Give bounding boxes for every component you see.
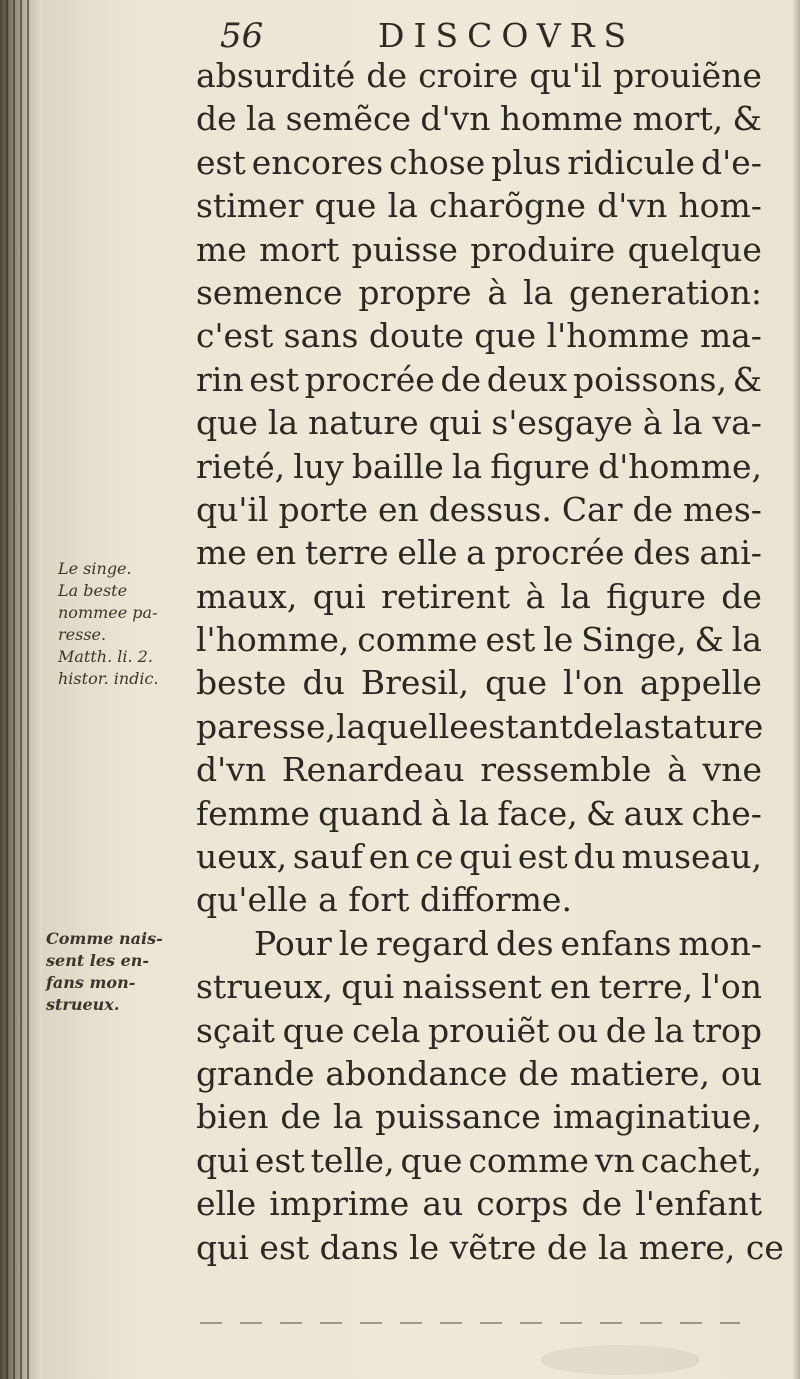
text-line: me en terre elle a procrée des ani- xyxy=(196,533,762,573)
text-line: ueux, sauf en ce qui est du museau, xyxy=(196,837,762,877)
text-line: semence propre à la generation: xyxy=(196,272,762,312)
page-number: 56 xyxy=(220,16,264,56)
text-line: sçait que cela prouiẽt ou de la trop xyxy=(196,1010,762,1050)
running-head: DISCOVRS xyxy=(378,16,636,55)
text-line: d'vn Renardeau ressemble à vne xyxy=(196,750,762,790)
page-edge-shadow xyxy=(792,0,800,1379)
margin-note-line: La beste xyxy=(58,581,128,600)
margin-note-enfans xyxy=(46,928,186,1016)
text-line: paresse, laquelle estant de la stature xyxy=(196,706,764,746)
text-line: rieté, luy baille la figure d'homme, xyxy=(196,446,762,486)
margin-note-line: strueux. xyxy=(46,995,120,1014)
text-line: stimer que la charõgne d'vn hom- xyxy=(196,186,762,226)
text-line: qu'il porte en dessus. Car de mes- xyxy=(196,489,762,529)
text-line: femme quand à la face, & aux che- xyxy=(196,793,762,833)
text-line: strueux, qui naissent en terre, l'on xyxy=(196,967,762,1007)
text-line: Pour le regard des enfans mon- xyxy=(254,923,762,963)
text-line: elle imprime au corps de l'enfant xyxy=(196,1184,762,1224)
text-line: maux, qui retirent à la figure de xyxy=(196,576,762,616)
margin-note-line: sent les en- xyxy=(46,951,150,970)
margin-note-line: Comme nais- xyxy=(46,929,163,948)
page-header xyxy=(220,12,650,56)
margin-note-line: Le singe. xyxy=(58,559,132,578)
text-line: c'est sans doute que l'homme ma- xyxy=(196,316,762,356)
text-line: qui est dans le vẽtre de la mere, ce xyxy=(196,1227,784,1267)
margin-note-line: nommee pa- xyxy=(58,603,158,622)
text-line: l'homme, comme est le Singe, & la xyxy=(196,620,762,660)
text-line: absurdité de croire qu'il prouiẽne xyxy=(196,56,762,95)
text-line: rin est procrée de deux poissons, & xyxy=(196,359,762,399)
paper-stain xyxy=(540,1345,700,1375)
text-line: que la nature qui s'esgaye à la va- xyxy=(196,403,762,443)
margin-note-line: Matth. li. 2. xyxy=(58,647,153,666)
margin-note-line: resse. xyxy=(58,625,107,644)
margin-note-line: histor. indic. xyxy=(58,669,159,688)
text-line: beste du Bresil, que l'on appelle xyxy=(196,663,762,703)
main-text-block xyxy=(196,54,784,1269)
text-line: me mort puisse produire quelque xyxy=(196,229,762,269)
margin-note-line: fans mon- xyxy=(46,973,136,992)
text-line: qu'elle a fort difforme. xyxy=(196,880,572,920)
text-line: bien de la puissance imaginatiue, xyxy=(196,1097,762,1137)
margin-note-singe xyxy=(58,558,188,690)
text-line: est encores chose plus ridicule d'e- xyxy=(196,142,762,182)
text-line: grande abondance de matiere, ou xyxy=(196,1053,762,1093)
binding-texture xyxy=(6,0,34,1379)
bottom-line-remnant xyxy=(200,1322,740,1324)
text-line: qui est telle, que comme vn cachet, xyxy=(196,1140,762,1180)
text-line: de la semẽce d'vn homme mort, & xyxy=(196,99,762,139)
